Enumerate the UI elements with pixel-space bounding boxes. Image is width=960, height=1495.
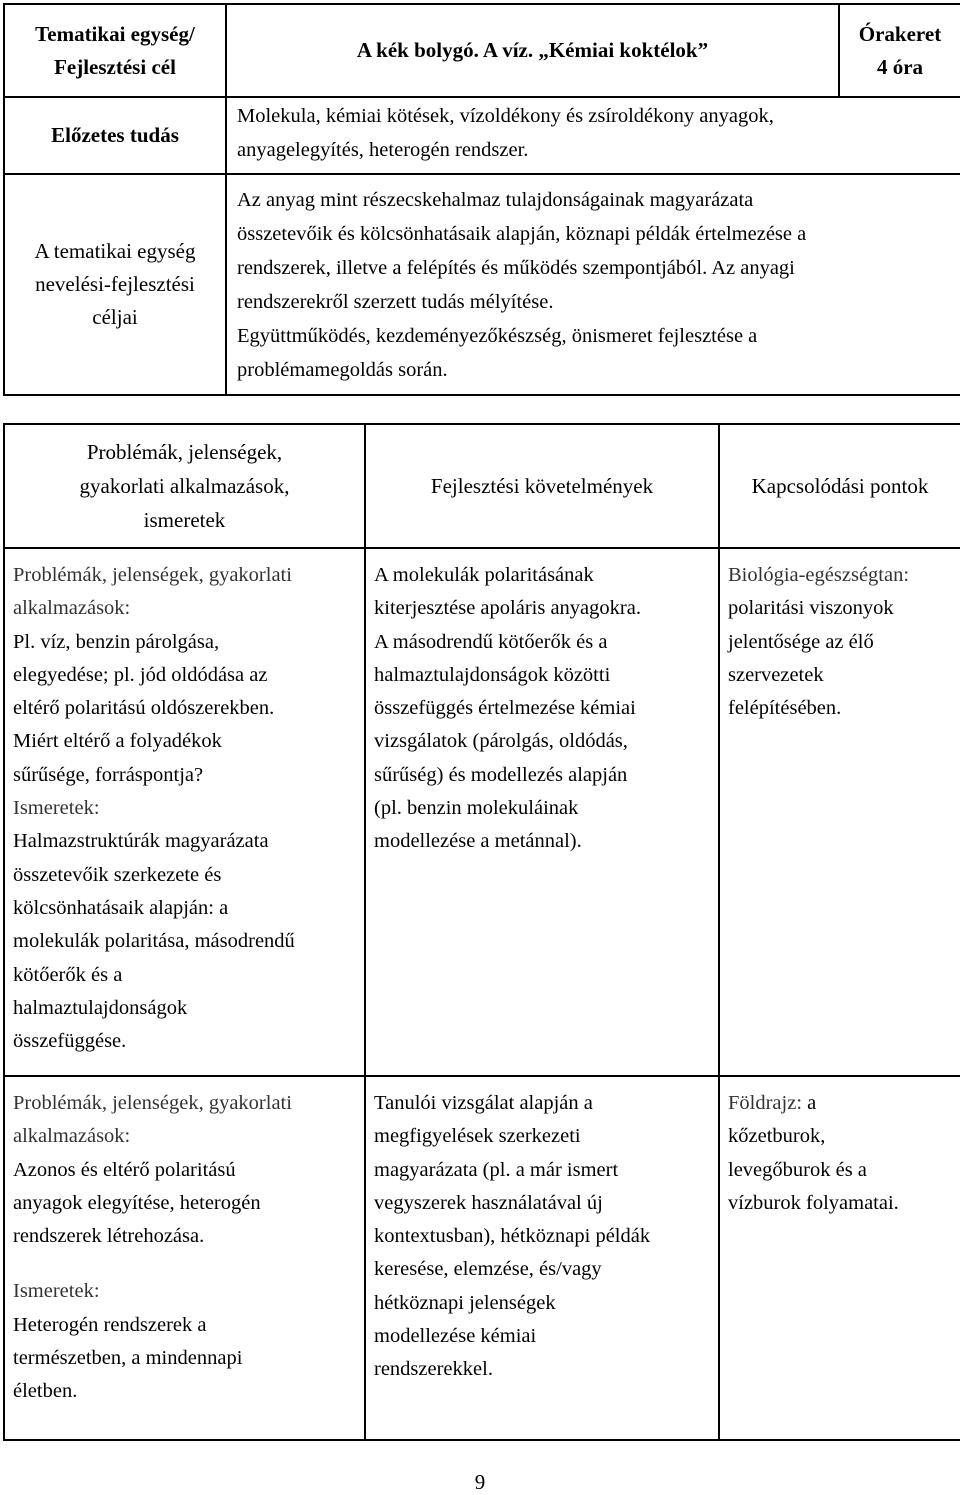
text-line: Azonos és eltérő polaritású xyxy=(13,1158,236,1181)
text-line: vizsgálatok (párolgás, oldódás, xyxy=(374,730,628,753)
text-line: molekulák polaritása, másodrendű xyxy=(13,930,295,953)
connection-subject: Földrajz: xyxy=(728,1092,803,1114)
text-line: Miért eltérő a folyadékok xyxy=(13,730,222,753)
hours-value: 4 óra xyxy=(876,54,924,79)
text-line: rendszerek, illetve a felépítés és működés szempontjából. Az anyagi xyxy=(237,257,795,279)
text-line: magyarázata (pl. a már ismert xyxy=(374,1158,619,1181)
text-line: polaritási viszonyok xyxy=(728,597,894,620)
unit-label-line: Fejlesztési cél xyxy=(54,54,176,79)
text-line: Az anyag mint részecskehalmaz tulajdonságainak magyarázata xyxy=(237,189,754,211)
text-line: elegyedése; pl. jód oldódása az xyxy=(13,663,268,686)
text-line: vízburok folyamatai. xyxy=(728,1191,899,1214)
text-line: kiterjesztése apoláris anyagokra. xyxy=(374,597,641,620)
text-line: A másodrendű kötőerők és a xyxy=(374,630,608,653)
connection-text: a xyxy=(802,1092,817,1114)
page-number: 9 xyxy=(474,1470,486,1494)
connection-first-line xyxy=(728,1087,954,1120)
text-line: jelentősége az élő xyxy=(728,630,874,653)
prior-knowledge-label: Előzetes tudás xyxy=(4,97,226,174)
text-line: A molekulák polaritásának xyxy=(374,564,594,586)
column-header-connections: Kapcsolódási pontok xyxy=(719,424,960,548)
text-line: Molekula, kémiai kötések, vízoldékony és zsíroldékony anyagok, xyxy=(237,105,774,127)
text-line: rendszerekről szerzett tudás mélyítése. xyxy=(237,291,554,313)
prior-knowledge-text xyxy=(226,97,960,174)
text-line: kontextusban), hétköznapi példák xyxy=(374,1225,651,1248)
text-line: rendszerekkel. xyxy=(374,1358,493,1381)
text-line: kölcsönhatásaik alapján: a xyxy=(13,896,229,919)
requirements-cell xyxy=(365,1076,719,1440)
text-line: rendszerek létrehozása. xyxy=(13,1225,205,1248)
column-header-line: Problémák, jelenségek, xyxy=(86,440,283,464)
text-line: összetevőik és kölcsönhatásaik alapján, köznapi példák értelmezése a xyxy=(237,223,807,245)
text-line: anyagelegyítés, heterogén rendszer. xyxy=(237,139,529,161)
text-line: sűrűsége, forráspontja? xyxy=(13,763,204,786)
text-line: problémamegoldás során. xyxy=(237,359,448,381)
text-line: Együttműködés, kezdeményezőkészség, önismeret fejlesztése a xyxy=(237,325,758,347)
text-line: természetben, a mindennapi xyxy=(13,1347,243,1370)
curriculum-content-table xyxy=(3,423,960,1441)
text-line: Heterogén rendszerek a xyxy=(13,1313,207,1336)
text-line: modellezése kémiai xyxy=(374,1325,537,1348)
text-line: halmaztulajdonságok xyxy=(13,996,188,1019)
text-line: sűrűség) és modellezés alapján xyxy=(374,763,628,786)
hours-label: Órakeret xyxy=(858,21,942,46)
problems-heading: alkalmazások: xyxy=(13,597,131,620)
text-line: Tanulói vizsgálat alapján a xyxy=(374,1092,593,1114)
text-line: összefüggése. xyxy=(13,1030,127,1053)
text-line: felépítésében. xyxy=(728,697,842,720)
unit-label-cell xyxy=(4,4,226,97)
connection-subject: Biológia-egészségtan: xyxy=(728,564,910,586)
text-line: összefüggés értelmezése kémiai xyxy=(374,697,636,720)
text-line: vegyszerek használatával új xyxy=(374,1191,603,1214)
text-line: életben. xyxy=(13,1380,78,1403)
text-line: levegőburok és a xyxy=(728,1158,867,1181)
text-line: összetevőik szerkezete és xyxy=(13,863,222,886)
hours-cell xyxy=(839,4,960,97)
goals-label-line: céljai xyxy=(92,305,138,329)
text-line: hétköznapi jelenségek xyxy=(374,1291,556,1314)
problems-cell xyxy=(4,1076,365,1440)
knowledge-heading: Ismeretek: xyxy=(13,1280,100,1303)
text-line: anyagok elegyítése, heterogén xyxy=(13,1191,261,1214)
text-line: kőzetburok, xyxy=(728,1125,826,1148)
problems-heading: alkalmazások: xyxy=(13,1125,131,1148)
problems-heading: Problémák, jelenségek, gyakorlati xyxy=(13,564,292,586)
problems-cell xyxy=(4,548,365,1076)
text-line: Halmazstruktúrák magyarázata xyxy=(13,830,269,853)
requirements-cell xyxy=(365,548,719,1076)
column-header-line: gyakorlati alkalmazások, xyxy=(79,474,290,498)
column-header-problems xyxy=(4,424,365,548)
text-line: eltérő polaritású oldószerekben. xyxy=(13,697,275,720)
text-line: modellezése a metánnal). xyxy=(374,830,582,853)
text-line: (pl. benzin molekuláinak xyxy=(374,797,579,820)
paragraph-gap xyxy=(13,1253,358,1275)
unit-title: A kék bolygó. A víz. „Kémiai koktélok” xyxy=(226,4,839,97)
curriculum-header-table xyxy=(3,3,960,396)
goals-label-line: A tematikai egység xyxy=(34,239,196,263)
connections-cell xyxy=(719,1076,960,1440)
problems-heading: Problémák, jelenségek, gyakorlati xyxy=(13,1092,292,1114)
text-line: szervezetek xyxy=(728,663,824,686)
text-line: kötőerők és a xyxy=(13,963,123,986)
goals-label xyxy=(4,174,226,395)
text-line: megfigyelések szerkezeti xyxy=(374,1125,581,1148)
text-line: halmaztulajdonságok közötti xyxy=(374,663,611,686)
goals-label-line: nevelési-fejlesztési xyxy=(35,272,195,296)
unit-label-line: Tematikai egység/ xyxy=(35,21,195,46)
column-header-line: ismeretek xyxy=(143,508,226,532)
knowledge-heading: Ismeretek: xyxy=(13,797,100,820)
column-header-requirements: Fejlesztési követelmények xyxy=(365,424,719,548)
goals-text xyxy=(226,174,960,395)
connections-cell xyxy=(719,548,960,1076)
text-line: Pl. víz, benzin párolgása, xyxy=(13,630,220,653)
text-line: keresése, elemzése, és/vagy xyxy=(374,1258,602,1281)
